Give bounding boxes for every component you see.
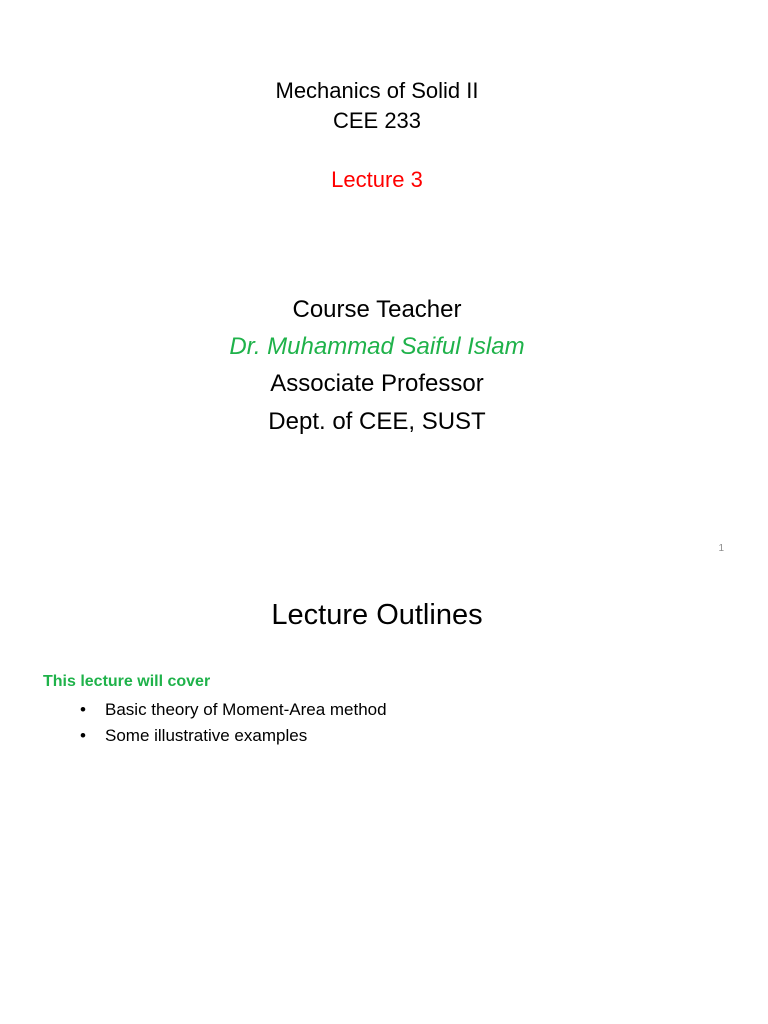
bullet-item xyxy=(78,697,387,723)
teacher-name: Dr. Muhammad Saiful Islam xyxy=(229,333,525,360)
teacher-department: Dept. of CEE, SUST xyxy=(268,408,486,435)
bullet-list xyxy=(78,697,387,749)
teacher-heading: Course Teacher xyxy=(292,296,462,323)
bullet-text: Some illustrative examples xyxy=(105,726,308,745)
course-title: Mechanics of Solid II xyxy=(275,78,479,103)
bullet-text: Basic theory of Moment-Area method xyxy=(105,700,387,719)
cover-heading: This lecture will cover xyxy=(43,673,211,690)
bullet-dot-icon: • xyxy=(80,726,86,745)
course-code: CEE 233 xyxy=(332,108,422,133)
slide-number: 1 xyxy=(718,543,724,554)
teacher-position: Associate Professor xyxy=(270,370,484,397)
outline-title: Lecture Outlines xyxy=(271,599,483,631)
lecture-number: Lecture 3 xyxy=(331,167,423,192)
bullet-item xyxy=(78,723,387,749)
slide-2 xyxy=(0,576,768,1024)
bullet-dot-icon: • xyxy=(80,700,86,719)
